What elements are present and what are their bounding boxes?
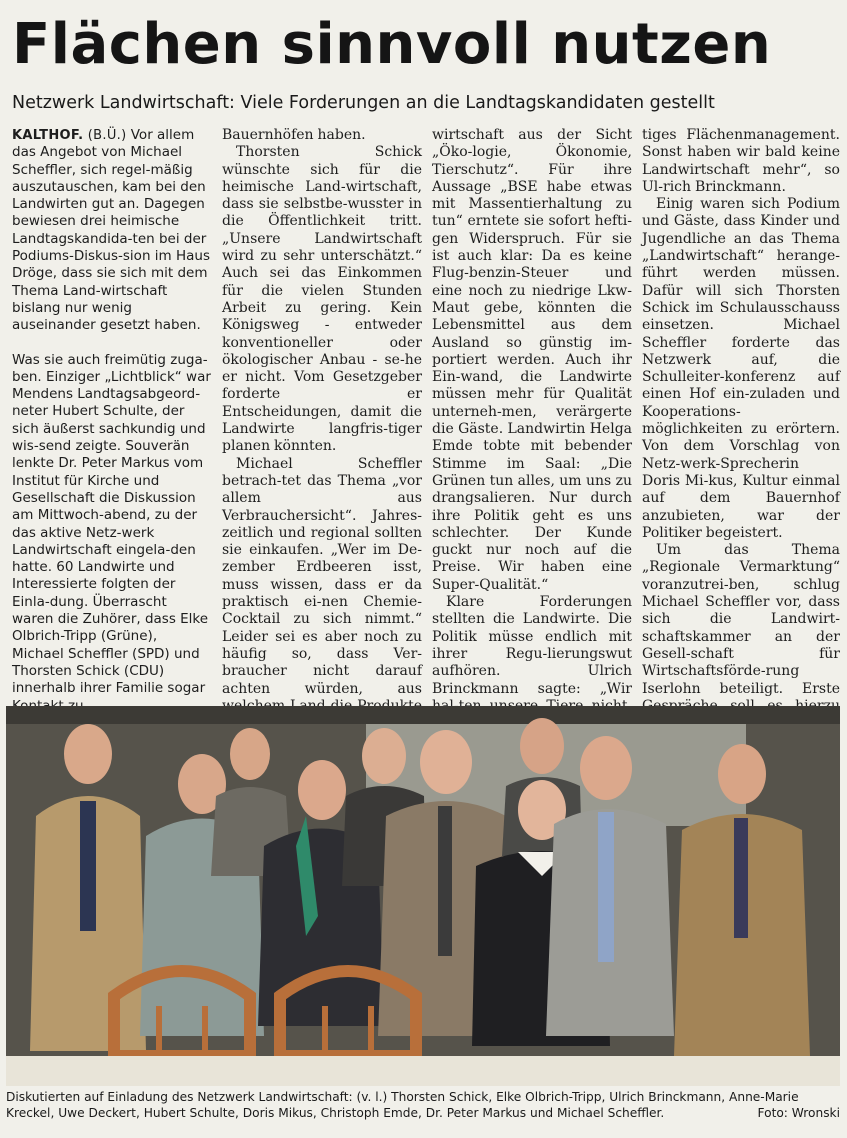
dateline [12,128,126,143]
paragraph: Um das Thema „Regionale Vermarktung“ voranzutrei-ben, schlug Michael Scheffler vor, dass sich die Landwirt-schaftskammer an der Gesell-schaft für Wirtschaftsförde-rung Iserlohn beteiligt. Erste [642,542,840,697]
caption-line-2: Kreckel, Uwe Deckert, Hubert Schulte, Doris Mikus, Christoph Emde, Dr. Peter Markus und Michael Scheffler. [6,1105,665,1120]
column-2 [222,127,422,702]
headline: Flächen sinnvoll nutzen [12,12,772,77]
column-4 [642,127,840,702]
caption-line-1: Diskutierten auf Einladung des Netzwerk Landwirtschaft: (v. l.) Thorsten Schick, Elke Olbrich-Tripp, Ulrich Brinckmann, Anne-Marie [6,1090,799,1104]
paragraph: tiges Flächenmanagement. Sonst haben wir bald keine Landwirtschaft mehr“, so Ul-rich Brinckmann. [642,127,840,195]
article-body [0,127,847,702]
column-1 [12,127,212,702]
subheadline: Netzwerk Landwirtschaft: Viele Forderungen an die Landtagskandidaten gestellt [12,93,715,113]
dateline-place: KALTHOF. [12,128,84,143]
paragraph [12,127,212,335]
photo-credit: Foto: Wronski [757,1105,840,1120]
group-photo-illustration [6,706,840,1086]
dateline-author: (B.Ü.) [83,128,127,143]
paragraph: Was sie auch freimütig zuga-ben. Einziger „Lichtblick“ war Mendens Landtagsabgeord-neter Hubert Schulte, der sich äußerst sachkundig und wis-send zeigte. Souverän lenkte Dr. Peter Markus vom Institut für Kirche und Gesellschaft die Diskussion am Mittwoch-abend, zu der das aktive Netz-werk Landwirtschaft eingela-den hatte. 60 Landwirte und Interessierte folgten der Einla-dung. Überrascht waren die Zuhörer, dass Elke Olbrich-Tripp (Grüne), Michael Scheffler (SPD) und Thorsten Schick (CDU) innerhalb ihrer Familie sogar [12,351,211,697]
paragraph: Thorsten Schick wünschte sich für die heimische Land-wirtschaft, dass sie selbstbe-wusster in die Öffentlichkeit tritt. „Unsere Landwirtschaft wird zu sehr unterschätzt.“ Auch sei das Einkommen für die vielen Stunden Arbeit zu gering. Kein Königsweg - entweder konventioneller oder ökologischer Anbau - se-he er nicht. Vom Gesetzgeber forderte er Entscheidungen, damit die Landwirte langfris-tiger planen könnten. [222,144,422,455]
paragraph-text: Vor allem das Angebot von Michael Scheffler, sich regel-mäßig auszutauschen, kam bei den Landwirten gut an. Dagegen bewiesen drei heimische Landtagskandida-ten bei der Podiums-Diskus-sion im Haus Dröge, dass sie sich mit dem Thema Land-wirtschaft bislang nur wenig auseinander gesetzt haben. [12,127,210,334]
paragraph: Einig waren sich Podium und Gäste, dass Kinder und Jugendliche an das Thema „Landwirtschaft“ herange-führt werden müssen. Dafür will sich Thorsten Schick im Schulausschauss einsetzen. Michael Scheffler forderte das Netzwerk auf, die Schulleiter-konferenz auf einen Hof ein-zuladen und Kooperations-möglichkeiten zu erörtern. Von dem Vorschlag von Netz-werk-Sprecherin Doris Mi-kus, Kultur einmal auf dem Bauernhof anzubieten, war der Politiker begeistert. [642,196,840,541]
group-photo [6,706,840,1086]
paragraph: Michael Scheffler betrach-tet das Thema „vor allem aus Verbrauchersicht“. Jahres-zeitlich und regional sollten sie einkaufen. „Wer im De-zember Erdbeeren isst, muss wissen, dass er da praktisch ei-nen Chemie-Cocktail zu sich nimmt.“ Leider sei es aber noch zu häufig so, dass Ver-braucher nicht darauf achten würden, aus [222,455,422,697]
photo-caption [6,1090,840,1121]
paragraph: Bauernhöfen haben. [222,127,366,143]
paragraph: wirtschaft aus der Sicht „Öko-logie, Ökonomie, Tierschutz“. Für ihre Aussage „BSE habe etwas mit Massentierhaltung zu tun“ erntete sie sofort hefti-gen Widerspruch. Für sie ist auch klar: Da es keine Flug-benzin-Steuer und eine noch zu niedrige Lkw-Maut gebe, könnten die Lebensmittel aus dem Ausland so günstig im-portiert werden. Auch ihr Ein-wand, die Landwirte müssen mehr für Qualität unterneh-men, verärgerte die Gäste. Landwirtin Helga Emde tobte mit bebender Stimme im Saal: „Die Grünen tun alles, um uns zu drangsalieren. Nur durch ihre Politik geht es uns schlechter. Der Kunde guckt nur noch auf die Preise. Wir haben eine Super-Qualität.“ [432,127,632,593]
paragraph: Klare Forderungen stellten die Landwirte. Die Politik müsse endlich mit ihrer Regu-lierungswut aufhören. Ulrich Brinckmann sagte: „Wir [432,594,632,697]
column-3 [432,127,632,702]
tablecloth [6,1056,840,1086]
